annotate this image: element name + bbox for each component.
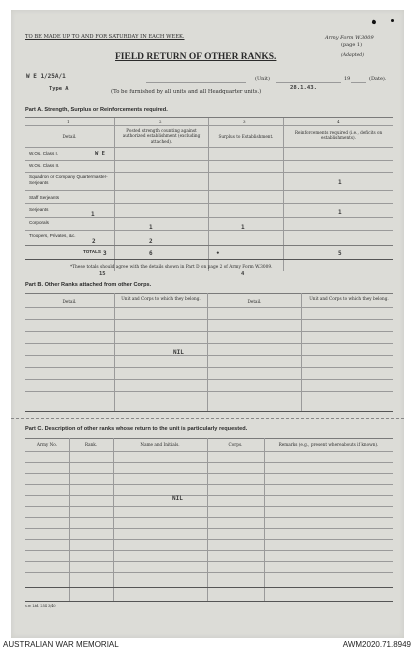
row-detail: Serjeants: [29, 207, 49, 212]
row-detail: Squadron or Company Quartermaster-Serjeants: [29, 174, 108, 185]
row-reinforcements: 1: [338, 209, 342, 216]
row-reinforcements: 5: [338, 250, 342, 257]
page-title: FIELD RETURN OF OTHER RANKS.: [115, 52, 277, 62]
part-c-nil: NIL: [172, 495, 183, 502]
part-b-title: Part B. Other Ranks attached from other Corps.: [25, 282, 152, 288]
row-detail: W.Os. Class I.: [29, 151, 59, 156]
col-header-posted: Posted strength counting against authorized establishment (excluding attached).: [122, 128, 201, 144]
row-surplus: •: [216, 250, 220, 257]
typed-date: 28.1.43.: [290, 85, 317, 91]
col-header-surplus: Surplus to Establishment.: [218, 134, 274, 139]
col-header-unit-corps: Unit and Corps to which they belong.: [309, 296, 389, 301]
top-note: TO BE MADE UP TO AND FOR SATURDAY IN EACH WEEK.: [25, 34, 185, 40]
row-detail: Troopers, Privates, &c.: [29, 233, 76, 238]
footnote-typed: 15: [99, 271, 106, 277]
col-header-name: Name and Initials.: [140, 442, 180, 447]
date-label: (Date).: [369, 76, 387, 82]
pin-mark: [371, 19, 376, 24]
col-header-remarks: Remarks (e.g., present whereabouts if known).: [278, 442, 379, 447]
col-number: 1: [67, 119, 70, 124]
col-header-army-no: Army No.: [36, 442, 58, 447]
row-typed: 3: [103, 250, 107, 257]
form-sheet: [11, 10, 404, 638]
typed-unit: W E 1/25A/1: [26, 73, 66, 80]
row-surplus: 1: [241, 224, 245, 231]
year-prefix: 19: [344, 76, 351, 82]
row-detail: TOTALS: [83, 249, 101, 254]
col-number: 3: [243, 119, 246, 124]
adapted-note: (Adapted): [341, 53, 365, 58]
col-header-detail: Detail.: [62, 134, 77, 139]
row-posted: 1: [149, 224, 153, 231]
row-detail: Corporals: [29, 220, 49, 225]
col-header-detail: Detail.: [62, 299, 77, 304]
part-a-footnote: *These totals should agree with the details shown in Part D on page 2 of Army Form W.3009.: [70, 265, 273, 270]
part-a-title: Part A. Strength, Surplus or Reinforcements required.: [25, 107, 168, 113]
pin-mark: [391, 19, 394, 22]
row-typed: W E: [95, 151, 105, 157]
col-header-rank: Rank.: [84, 442, 98, 447]
army-form-number: Army Form W.3009: [325, 35, 374, 41]
col-number: 4: [337, 119, 340, 124]
footer-accession: AWM2020.71.8949: [342, 640, 411, 649]
row-typed: 2: [92, 238, 96, 245]
col-number: 2: [159, 119, 162, 124]
typed-type: Type A: [49, 86, 69, 92]
furnished-note: (To be furnished by all units and all Headquarter units.): [111, 89, 262, 95]
row-typed: 1: [91, 211, 95, 218]
col-header-reinforcements: Reinforcements required (i.e., deficits on establishments).: [294, 130, 383, 141]
col-header-unit-corps: Unit and Corps to which they belong.: [121, 296, 201, 301]
footer-source: AUSTRALIAN WAR MEMORIAL: [3, 640, 119, 649]
unit-label: (Unit): [255, 76, 270, 82]
row-detail: W.Os. Class II.: [29, 163, 60, 168]
perforation-line: [11, 418, 404, 419]
col-header-detail: Detail.: [247, 299, 262, 304]
row-detail: Staff Serjeants: [29, 195, 60, 200]
footnote-typed: 4: [241, 271, 245, 277]
row-posted: 6: [149, 250, 153, 257]
col-header-corps: Corps.: [228, 442, 243, 447]
page-number: (page 1): [341, 42, 363, 48]
row-posted: 2: [149, 238, 153, 245]
print-code: s.w. Ltd. 254 3/40: [25, 604, 56, 608]
part-c-title: Part C. Description of other ranks whose return to the unit is particularly requested.: [25, 426, 248, 432]
part-b-nil: NIL: [173, 349, 184, 356]
row-reinforcements: 1: [338, 179, 342, 186]
